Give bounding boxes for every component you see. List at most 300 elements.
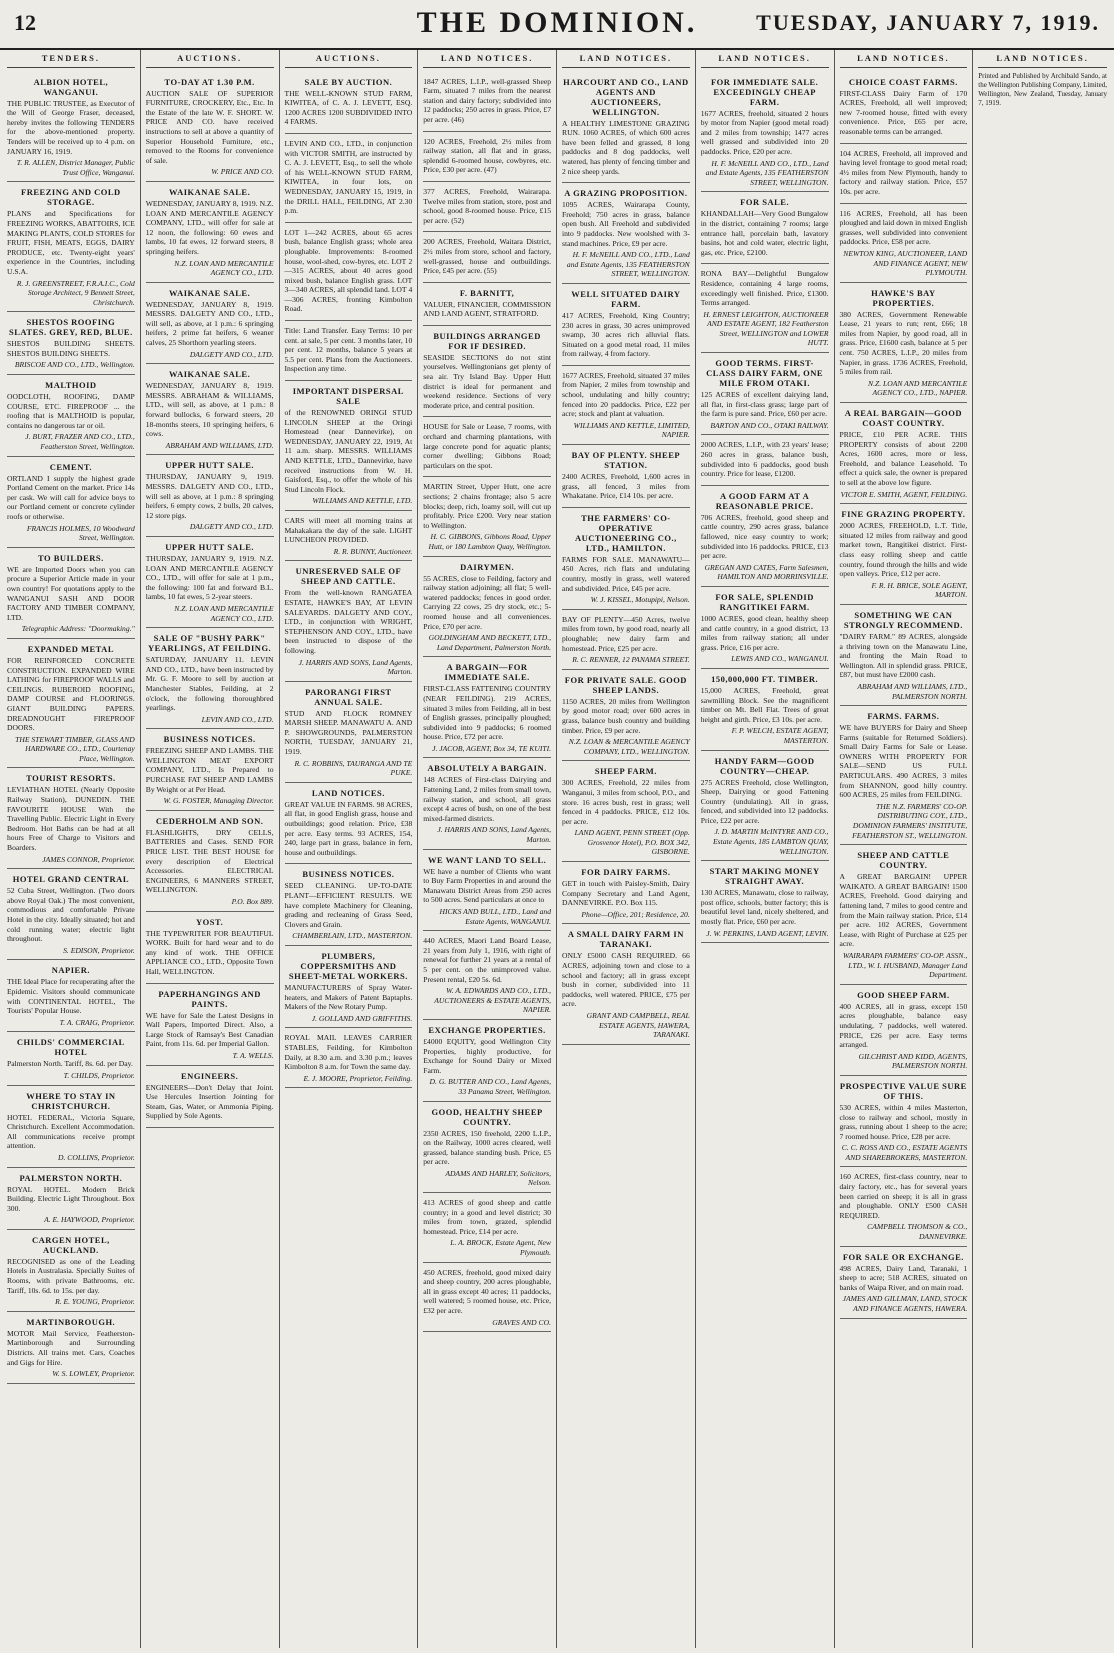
ad-body-text: 530 ACRES, within 4 miles Masterton, close to railway and school, mostly in grass, running about 1 sheep to the acre; 7 roomed house. Price, £28 per acre. <box>839 1102 968 1141</box>
ad-signature: D. COLLINS, Proprietor. <box>58 1152 135 1162</box>
ad-signature: Phone—Office, 201; Residence, 20. <box>581 909 690 919</box>
ad-heading: HAWKE'S BAY PROPERTIES. <box>871 287 936 308</box>
advertisement <box>840 1076 968 1168</box>
ad-signature: P.O. Box 889. <box>231 897 274 906</box>
ad-signature: H. C. GIBBONS, Gibbons Road, Upper Hutt, or 180 Lambton Quay, Wellington. <box>428 532 551 551</box>
ad-signature: E. J. MOORE, Proprietor, Feilding. <box>303 1073 413 1083</box>
advertisement <box>423 1263 551 1333</box>
ad-body-text: 417 ACRES, Freehold, King Country; 230 acres in grass, 30 acres unimproved swamp, 30 acres rich alluvial flats. Situated on a good metal road, 11 miles from railway, 4 from factory. <box>562 310 690 359</box>
ad-body-text: WEDNESDAY, JANUARY 8, 1919. MESSRS. DALGETY AND CO., LTD., will sell, as above, at 1 p.m.: 6 springing heifers, 2 prime fat heifers, 6 weaner calves, 25 Shorthorn yearling steers. <box>145 299 274 348</box>
advertisement <box>7 182 135 312</box>
advertisement <box>423 477 551 556</box>
ad-body-text: 450 ACRES, freehold, good mixed dairy and sheep country, 200 acres ploughable, all in grass except 40 acres; 11 paddocks, well watered; 5 roomed house, etc. Price, £32 per acre. <box>423 1267 551 1315</box>
ad-signature: R. R. BUNNY, Auctioneer. <box>333 546 413 556</box>
advertisement <box>423 283 551 326</box>
advertisement <box>701 264 829 353</box>
ad-signature: WILLIAMS AND KETTLE, LTD. <box>312 496 413 506</box>
ad-signature: H. F. McNEILL AND CO., LTD., Land and Estate Agents, 135 FEATHERSTON STREET, WELLINGTON. <box>566 250 690 279</box>
ad-heading: GOOD TERMS. FIRST-CLASS DAIRY FARM, ONE MILE FROM OTAKI. <box>706 358 824 389</box>
ad-body-text: 300 ACRES, Freehold, 22 miles from Wanganui, 3 miles from school, P.O., and store. 16 acres bush, rest in grass; well fenced in 4 paddocks. PRICE, £12 10s. per acre. <box>562 778 690 826</box>
ad-heading: CARGEN HOTEL, AUCKLAND. <box>31 1234 110 1255</box>
advertisement <box>285 1028 413 1088</box>
advertisement <box>840 204 968 283</box>
ad-body-text: 706 ACRES, freehold, good sheep and cattle country, 290 acres grass, balance fallowed, nice easy country to work; subdivided into 16 paddocks. PRICE, £13 per acre. <box>700 512 829 561</box>
advertisement <box>840 504 968 605</box>
advertisement <box>840 1247 968 1319</box>
ad-body-text: WEDNESDAY, JANUARY 8, 1919. N.Z. LOAN AND MERCANTILE AGENCY COMPANY, LTD., will offer for sale at 12 noon, the following: 60 ewes and lambs, 10 fat ewes, 12 forward steers, 8 springing heifers. <box>145 198 274 256</box>
ad-heading: BUSINESS NOTICES. <box>163 734 256 745</box>
ad-signature: ABRAHAM AND WILLIAMS, LTD., PALMERSTON NORTH. <box>857 681 968 701</box>
ad-signature: J. BURT, FRAZER AND CO., LTD., Featherston Street, Wellington. <box>25 432 135 452</box>
ad-signature: THE N.Z. FARMERS' CO-OP. DISTRIBUTING COY., LTD., DOMINION FARMERS' INSTITUTE, FEATHERSTON ST., WELLINGTON. <box>852 801 968 840</box>
advertisement <box>285 783 413 865</box>
ad-signature: C. C. ROSS AND CO., ESTATE AGENTS AND SHAREBROKERS, MASTERTON. <box>841 1143 968 1162</box>
advertisement <box>423 557 551 658</box>
ad-heading: A GOOD FARM AT A REASONABLE PRICE. <box>715 490 814 511</box>
ad-body-text: 15,000 ACRES, Freehold, great sawmilling Block. See the magnificent timber on Mt. Bell Flat. Trees of great height and girth. Price, £3 10s. per acre. <box>700 685 829 724</box>
advertisement <box>423 850 551 932</box>
columns-container <box>2 50 1112 1648</box>
advertisement <box>7 960 135 1032</box>
advertisement <box>423 232 551 282</box>
ad-heading: FOR IMMEDIATE SALE. EXCEEDINGLY CHEAP FARM. <box>710 76 819 107</box>
ad-body-text: GREAT VALUE IN FARMS. 98 ACRES, all flat, in good English grass, house and outbuildings; good relation. Price, £38 per acre. Easy terms. 93 ACRES, 154, 240, large part in grass, balance in fern, house and outbuildings. <box>284 799 413 857</box>
ad-heading: PLUMBERS, COPPERSMITHS AND SHEET-METAL WORKERS. <box>288 950 408 981</box>
ad-body-text: SEED CLEANING. UP-TO-DATE PLANT—EFFICIENT RESULTS. WE have complete Machinery for Cleaning, grading and recleaning of Grass Seed, Clovers and Grain. <box>284 881 413 929</box>
advertisement <box>7 869 135 960</box>
ad-heading: SHESTOS ROOFING SLATES. GREY, RED, BLUE. <box>9 317 133 338</box>
ad-signature: GRAVES AND CO. <box>492 1317 551 1327</box>
advertisement <box>7 1168 135 1230</box>
ad-heading: F. BARNITT, <box>459 287 515 298</box>
advertisement <box>146 912 274 984</box>
advertisement <box>285 134 413 223</box>
ad-signature: HICKS AND BULL, LTD., Land and Estate Agents, WANGANUI. <box>439 907 551 926</box>
ad-heading: WAIKANAE SALE. <box>169 369 251 380</box>
column-heading: LAND NOTICES. <box>701 50 829 68</box>
advertisement <box>701 192 829 264</box>
advertisement <box>701 669 829 751</box>
ad-signature: T. A. CRAIG, Proprietor. <box>59 1017 135 1027</box>
ad-signature: GREGAN AND CATES, Farm Salesmen, HAMILTON AND MORRINSVILLE. <box>704 562 829 582</box>
ad-body-text: 1677 ACRES, freehold, situated 2 hours by motor from Napier (good metal road) and 2 miles from township; 1477 acres well grassed and subdivided into 20 paddocks. Price, £20 per acre. <box>700 108 829 156</box>
ad-body-text: A GREAT BARGAIN! UPPER WAIKATO. A GREAT BARGAIN! 1500 ACRES, Freehold. Good dairying and fattening land, 7 miles to good centre and from the Main railway station. Price, £14 per acre. 102 ACRES, Government Lease, with Right of Purchase at £25 per acre. <box>839 872 968 949</box>
ad-heading: 150,000,000 FT. TIMBER. <box>711 673 819 684</box>
advertisement <box>701 861 829 943</box>
ad-signature: T. R. ALLEN, District Manager, Public Trust Office, Wanganui. <box>16 158 135 177</box>
advertisement <box>701 751 829 862</box>
column-8 <box>973 50 1112 1648</box>
column-5 <box>557 50 696 1648</box>
advertisement <box>840 605 968 706</box>
advertisement <box>423 657 551 758</box>
advertisement <box>840 985 968 1076</box>
ad-heading: FOR DAIRY FARMS. <box>581 867 671 878</box>
ad-signature: W. PRICE AND CO. <box>211 167 274 177</box>
ad-signature: J. GOLLAND AND GRIFFITHS. <box>311 1013 413 1023</box>
advertisement <box>285 381 413 511</box>
ad-body-text: MARTIN Street, Upper Hutt, one acre sections; 2 chains frontage; also 5 acre blocks; deep, rich, loamy soil, will cut up profitably. Price £200. Very near station to Wellington. <box>423 482 551 530</box>
ad-signature: ABRAHAM AND WILLIAMS, LTD. <box>165 440 274 450</box>
ad-heading: FINE GRAZING PROPERTY. <box>841 509 966 520</box>
ad-signature: JAMES AND GILLMAN, LAND, STOCK AND FINANCE AGENTS, HAWERA. <box>842 1294 968 1313</box>
ad-body-text: WE have BUYERS for Dairy and Sheep Farms (suitable for Returned Soldiers). Small Dairy Farms for Sale or Lease. OWNERS WITH PROPERTY FOR SALE—SEND US FULL PARTICULARS. 490 ACRES, 3 miles from SHANNON, good hilly country. 600 ACRES, 25 miles from FEILDING. <box>839 723 968 800</box>
advertisement <box>146 72 274 182</box>
ad-body-text: OODCLOTH, ROOFING, DAMP COURSE, ETC. FIREPROOF ... the roofing that is MALTHOID is popular, contains no dangerous tar or oil. <box>7 392 135 430</box>
ad-body-text: WE are Imported Doors when you can procure a Superior Article made in your own country! For quotations apply to the WANGANUI SASH AND DOOR FACTORY AND TIMBER COMPANY, LTD. <box>7 564 135 622</box>
advertisement <box>701 72 829 193</box>
advertisement <box>562 284 690 366</box>
ad-signature: W. J. KISSEL, Motupipi, Nelson. <box>590 595 690 605</box>
column-heading: AUCTIONS. <box>146 50 274 68</box>
ad-body-text: HOUSE for Sale or Lease, 7 rooms, with orchard and charming plantations, with large concrete pond for aquatic plants; corner dwelling; Gibbons Road; particulars on the spot. <box>423 422 551 470</box>
ad-body-text: KHANDALLAH—Very Good Bungalow in the district, containing 7 rooms; large entrance hall, porcelain bath, lavatory basins, hot and cold water, electric light, gas, etc. Price, £2100. <box>700 209 829 257</box>
ad-body-text: 2350 ACRES, 150 freehold, 2200 L.I.P., on the Railway, 1000 acres cleared, well grassed, balance standing bush. Price, £5 per acre. <box>423 1128 551 1167</box>
ad-body-text: 55 ACRES, close to Feilding, factory and railway station adjoining; all flat; 5 well-watered paddocks; fences in good order. Carrying 22 cows, 25 dry stock, etc.; 5-roomed house and all conveniences. Price, £70 per acre. <box>423 573 551 631</box>
ad-body-text: 440 ACRES, Maori Land Board Lease, 21 years from July 1, 1916, with right of renewal for further 21 years at a rental of 5 per cent. on the unimproved value. Present rental, £20 5s. 6d. <box>423 936 551 984</box>
ad-body-text: THE TYPEWRITER FOR BEAUTIFUL WORK. Built for hard wear and to do any kind of work. THE OFFICE APPLIANCE CO., LTD., Opposite Town Hall, WELLINGTON. <box>145 928 274 976</box>
ad-body-text: WE have a number of Clients who want to Buy Farm Properties in and around the Manawatu District Areas from 250 acres to 500 acres. Send particulars at once to <box>423 866 551 905</box>
advertisement <box>285 72 413 134</box>
advertisement <box>562 862 690 924</box>
column-6 <box>696 50 835 1648</box>
column-heading: TENDERS. <box>7 50 135 68</box>
ad-body-text: 1150 ACRES, 20 miles from Wellington by good motor road; over 600 acres in grass, balance bush country and building timber. Price, £9 per acre. <box>562 696 690 735</box>
ad-heading: FOR SALE. <box>740 197 790 208</box>
ad-signature: THE STEWART TIMBER, GLASS AND HARDWARE CO., LTD., Courtenay Place, Wellington. <box>15 734 135 763</box>
ad-heading: A GRAZING PROPOSITION. <box>564 188 688 199</box>
ad-heading: SOMETHING WE CAN STRONGLY RECOMMEND. <box>843 609 963 630</box>
ad-signature: N.Z. LOAN AND MERCANTILE AGENCY CO., LTD. <box>174 603 274 623</box>
ad-body-text: 377 ACRES, Freehold, Wairarapa. Twelve miles from station, store, post and school, good 8-roomed house. Price, £15 per acre. (52) <box>423 186 551 225</box>
ad-body-text: 2000 ACRES, FREEHOLD, L.T. Title, situated 12 miles from railway and good market town, Rangitikei district. First-class easy rolling sheep and cattle country, found through the hills and wide open valleys. Price, £12 per acre. <box>839 521 968 579</box>
ad-body-text: WE have for Sale the Latest Designs in Wall Papers, Imported Direct. Also, a Large Stock of Ramsay's Best Canadian Paint, from 11s. 6d. per Imperial Gallon. <box>145 1010 274 1049</box>
ad-body-text: THE WELL-KNOWN STUD FARM, KIWITEA, of C. A. J. LEVETT, ESQ. 1200 ACRES 1200 SUBDIVIDED INTO 4 FARMS. <box>284 88 413 127</box>
ad-signature: GILCHRIST AND KIDD, AGENTS, PALMERSTON NORTH. <box>858 1051 968 1071</box>
advertisement <box>701 435 829 485</box>
imprint-line: Printed and Published by Archibald Sando, at the Wellington Publishing Company, Limited, Wellington, New Zealand, Tuesday, January 7, 1919. <box>978 71 1107 107</box>
ad-heading: WELL SITUATED DAIRY FARM. <box>571 288 681 309</box>
ad-heading: TO BUILDERS. <box>37 552 104 563</box>
ad-heading: THE FARMERS' CO-OPERATIVE AUCTIONEERING CO., LTD., HAMILTON. <box>574 512 677 553</box>
ad-body-text: 1095 ACRES, Wairarapa County, Freehold; 750 acres in grass, balance open bush. All Freehold and subdivided into 9 paddocks. New woolshed with 3-stand machines. Price, £9 per acre. <box>562 200 690 248</box>
ad-body-text: VALUER, FINANCIER, COMMISSION AND LAND AGENT, STRATFORD. <box>423 299 551 319</box>
ad-body-text: MOTOR Mail Service, Featherston-Martinborough and Surrounding Districts. All trains met. Cars, Coaches and Gigs for Hire. <box>7 1328 135 1367</box>
ad-body-text: THE Ideal Place for recuperating after the Epidemic. Visitors should communicate with CONTINENTAL HOTEL, The Tourists' Popular House. <box>7 977 135 1016</box>
ad-body-text: PRICE, £10 PER ACRE. THIS PROPERTY consists of about 2200 Acres, 1600 acres, more or less, Freehold, and balance Leasehold. To effect a quick sale, the owner is prepared to sell at the above low figure. <box>839 430 968 487</box>
ad-signature: BARTON AND CO., OTAKI RAILWAY. <box>710 420 829 430</box>
ad-signature: DALGETY AND CO., LTD. <box>189 349 274 359</box>
ad-body-text: MANUFACTURERS of Spray Water-heaters, and Makers of Patent Baptaphs. Makers of the New Rotary Pump. <box>284 982 413 1012</box>
advertisement <box>840 1167 968 1246</box>
advertisement <box>423 758 551 849</box>
advertisement <box>285 223 413 321</box>
column-heading: LAND NOTICES. <box>423 50 551 68</box>
ad-signature: F. R. H. BRICE, SOLE AGENT, MARTON. <box>871 580 968 600</box>
newspaper-title: THE DOMINION. <box>416 6 698 39</box>
column-2 <box>141 50 280 1648</box>
ad-heading: CEMENT. <box>49 461 93 472</box>
column-heading: LAND NOTICES. <box>562 50 690 68</box>
ad-signature: R. E. YOUNG, Proprietor. <box>55 1297 135 1307</box>
ad-heading: LAND NOTICES. <box>311 787 385 798</box>
column-heading: LAND NOTICES. <box>978 50 1107 68</box>
ad-signature: A. E. HAYWOOD, Proprietor. <box>44 1215 135 1225</box>
ad-body-text: FLASHLIGHTS, DRY CELLS, BATTERIES and Cases. SEND FOR PRICE LIST. THE BEST HOUSE for every description of Electrical Accessories. ELECTRICAL ENGINEERS, 6 MANNERS STREET, WELLINGTON. <box>145 827 274 895</box>
ad-body-text: FOR REINFORCED CONCRETE CONSTRUCTION. EXPANDED WIRE LATHING for FIREPROOF WALLS and CEILINGS. RUBEROID ROOFING, DAMP COURSE and FLOORINGS. GIANT BUILDING PAPERS. DREADNOUGHT FIREPROOF DOORS. <box>7 655 135 733</box>
ad-body-text: FREEZING SHEEP AND LAMBS. THE WELLINGTON MEAT EXPORT COMPANY, LTD., Is Prepared to PURCHASE FAT SHEEP AND LAMBS By Weight or at Per Head. <box>145 746 274 794</box>
advertisement <box>562 924 690 1044</box>
ad-heading: PARORANGI FIRST ANNUAL SALE. <box>305 686 392 707</box>
ad-body-text: 498 ACRES, Dairy Land, Taranaki, 1 sheep to acre; 518 ACRES, situated on banks of Waipa River, and on main road. <box>839 1263 968 1292</box>
advertisement <box>285 864 413 946</box>
ad-body-text: THURSDAY, JANUARY 9, 1919. MESSRS. DALGETY AND CO., LTD., will sell as above, at 1 p.m.: 8 springing heifers, 6 empty cows, 2 bulls, 20 calves, 12 store pigs. <box>145 472 274 520</box>
advertisement <box>7 639 135 769</box>
advertisement <box>840 72 968 144</box>
advertisement <box>423 72 551 132</box>
ad-body-text: 380 ACRES, Government Renewable Lease, 21 years to run; rent, £66; 18 miles from Napier, by good road, all in grass. Price, £1600 cash, balance at 5 per cent. 750 ACRES, L.I.P., 20 miles from Napier, in grass. 1736 ACRES, Freehold, 5 miles from rail. <box>839 309 968 377</box>
ad-signature: F. P. WELCH, ESTATE AGENT, MASTERTON. <box>731 726 829 745</box>
ad-heading: SALE BY AUCTION. <box>304 76 393 87</box>
ad-heading: BUSINESS NOTICES. <box>302 869 395 880</box>
masthead <box>0 0 1114 50</box>
ad-heading: ALBION HOTEL, WANGANUI. <box>33 76 109 97</box>
advertisement <box>562 183 690 284</box>
ad-body-text: 413 ACRES of good sheep and cattle country; in a good and level district; 30 miles from town, grazed, splendid homestead. Price, £14 per acre. <box>423 1198 551 1236</box>
ad-body-text: FIRST-CLASS Dairy Farm of 170 ACRES, Freehold, all well improved; new 7-roomed house, fitted with every convenience. Price, £65 per acre, reasonable terms can be arranged. <box>839 88 968 136</box>
advertisement <box>146 537 274 628</box>
ad-signature: R. C. ROBBINS, TAURANGA AND TE PUKE. <box>294 758 413 778</box>
ad-heading: PROSPECTIVE VALUE SURE OF THIS. <box>839 1080 967 1101</box>
ad-signature: J. HARRIS AND SONS, Land Agents, Marton. <box>298 657 413 677</box>
ad-heading: WHERE TO STAY IN CHRISTCHURCH. <box>26 1090 116 1111</box>
ad-signature: BRISCOE AND CO., LTD., Wellington. <box>14 360 135 370</box>
advertisement <box>7 548 135 639</box>
ad-body-text: 52 Cuba Street, Wellington. (Two doors above Royal Oak.) The most convenient, commodious and comfortable Private Hotel in the city. Ideally situated; hot and cold running water; electric light throughout. <box>7 886 135 944</box>
ad-heading: FARMS. FARMS. <box>867 711 940 722</box>
ad-heading: START MAKING MONEY STRAIGHT AWAY. <box>709 866 820 887</box>
advertisement <box>562 72 690 184</box>
advertisement <box>146 811 274 912</box>
ad-heading: SHEEP AND CATTLE COUNTRY. <box>857 850 950 871</box>
ad-heading: WE WANT LAND TO SELL. <box>427 854 547 865</box>
ad-body-text: THE PUBLIC TRUSTEE, as Executor of the Will of George Fraser, deceased, hereby invites the following TENDERS for the above-mentioned property. Tenders will be received up to 4 p.m. on JANUARY 16, 1919. <box>7 98 135 156</box>
ad-signature: WAIRARAPA FARMERS' CO-OP. ASSN., LTD., W. I. HUSBAND, Manager Land Department. <box>842 950 968 980</box>
advertisement <box>285 946 413 1028</box>
ad-body-text: LEVIATHAN HOTEL (Nearly Opposite Railway Station), DUNEDIN. THE FAVOURITE HOUSE With the Travelling Public. Electric Light in Every Bedroom. Hot Baths can be had at all hours Free of Charge to Visitors and Boarders. <box>7 785 135 853</box>
advertisement <box>562 445 690 508</box>
advertisement <box>840 283 968 403</box>
ad-signature: T. A. WELLS. <box>232 1050 274 1060</box>
ad-heading: DAIRYMEN. <box>460 561 515 572</box>
ad-heading: UPPER HUTT SALE. <box>165 460 255 471</box>
ad-body-text: CARS will meet all morning trains at Mahakakara the day of the sale. LIGHT LUNCHEON PROVIDED. <box>284 515 413 545</box>
advertisement <box>285 511 413 561</box>
ad-body-text: RONA BAY—Delightful Bungalow Residence, containing 4 large rooms, exceedingly well finished. Price, £1300. Terms arranged. <box>700 269 829 308</box>
ad-heading: WAIKANAE SALE. <box>169 186 251 197</box>
advertisement <box>7 1032 135 1085</box>
ad-body-text: SHESTOS BUILDING SHEETS. SHESTOS BUILDING SHEETS. <box>7 339 135 358</box>
ad-heading: HOTEL GRAND CENTRAL <box>12 874 129 885</box>
ad-heading: UPPER HUTT SALE. <box>165 541 255 552</box>
ad-heading: CHOICE COAST FARMS. <box>848 76 958 87</box>
ad-body-text: of the RENOWNED ORINGI STUD LINCOLN SHEEP at the Oringi Homestead (near Dannevirke), on WEDNESDAY, JANUARY 22, 1919, At 11 a.m. sharp. MESSRS. WILLIAMS AND KETTLE, LTD., Dannevirke, have received instructions from W. H. Gaisford, Esq., to offer the whole of his Stud Lincoln Flock. <box>284 408 413 494</box>
ad-signature: W. S. LOWLEY, Proprietor. <box>52 1369 135 1379</box>
ad-signature: WILLIAMS AND KETTLE, LIMITED, NAPIER. <box>573 420 690 440</box>
ad-signature: W. G. FOSTER, Managing Director. <box>163 796 274 806</box>
advertisement <box>701 353 829 435</box>
ad-body-text: 125 ACRES of excellent dairying land, all flat, in first-class grass; large part of the farm is pure sand. Price, £60 per acre. <box>700 390 829 419</box>
advertisement <box>7 1086 135 1168</box>
ad-signature: LAND AGENT, PENN STREET (Opp. Grosvenor Hotel), P.O. BOX 342, GISBORNE. <box>574 828 690 857</box>
advertisement <box>7 768 135 869</box>
ad-signature: FRANCIS HOLMES, 10 Woodward Street, Wellington. <box>26 523 135 543</box>
advertisement <box>146 1066 274 1128</box>
ad-signature: JAMES CONNOR, Proprietor. <box>42 854 135 864</box>
ad-signature: NEWTON KING, AUCTIONEER, LAND AND FINANCE AGENT, NEW PLYMOUTH. <box>843 248 968 278</box>
ad-signature: R. J. GREENSTREET, F.R.A.I.C., Cold Storage Architect, 9 Bennett Street, Christchurch. <box>16 278 135 307</box>
ad-heading: A BARGAIN—FOR IMMEDIATE SALE. <box>444 662 530 683</box>
ad-heading: HANDY FARM—GOOD COUNTRY—CHEAP. <box>714 755 815 776</box>
ad-signature: T. CHILDS, Proprietor. <box>63 1070 135 1080</box>
ad-body-text: 116 ACRES, Freehold, all has been ploughed and laid down in mixed English grasses, well subdivided into convenient paddocks. Price, £58 per acre. <box>839 208 968 247</box>
ad-body-text: "DAIRY FARM." 89 ACRES, alongside a thriving town on the Manawatu Line, and fronting the Main Road to Wellington. All in splendid grass. PRICE, £87, but must have £2000 cash. <box>839 631 968 680</box>
ad-heading: PALMERSTON NORTH. <box>19 1172 123 1183</box>
advertisement <box>701 587 829 669</box>
advertisement <box>423 182 551 232</box>
advertisement <box>562 761 690 862</box>
ad-body-text: ROYAL HOTEL. Modern Brick Building. Electric Light Throughout. Box 300. <box>7 1184 135 1213</box>
ad-heading: ENGINEERS. <box>181 1070 239 1081</box>
advertisement <box>423 931 551 1020</box>
ad-signature: R. C. RENNER, 12 PANAMA STREET. <box>572 655 690 665</box>
ad-heading: FOR SALE, SPLENDID RANGITIKEI FARM. <box>715 591 814 612</box>
ad-heading: CEDERHOLM AND SON. <box>155 815 264 826</box>
advertisement <box>562 508 690 610</box>
ad-body-text: HOTEL FEDERAL, Victoria Square, Christchurch. Excellent Accommodation. All communications receive prompt attention. <box>7 1112 135 1151</box>
advertisement <box>7 375 135 457</box>
advertisement <box>701 486 829 587</box>
ad-signature: VICTOR E. SMITH, AGENT, FEILDING. <box>840 489 968 499</box>
advertisement <box>840 403 968 504</box>
ad-body-text: A HEALTHY LIMESTONE GRAZING RUN. 1060 ACRES, of which 600 acres have been felled and grassed, 8 long paddocks and 8 dog paddocks, well watered, has plenty of fencing timber and 2 nice sheep yards. <box>562 118 690 176</box>
ad-heading: WAIKANAE SALE. <box>169 287 251 298</box>
ad-heading: TOURIST RESORTS. <box>26 773 116 784</box>
ad-body-text: £4000 EQUITY, good Wellington City Properties, highly productive, for Exchange for Sound Dairy or Mixed Farm. <box>423 1036 551 1075</box>
ad-signature: GOLDINGHAM AND BECKETT, LTD., Land Department, Palmerston North. <box>428 633 551 652</box>
ad-body-text: 2000 ACRES, L.I.P., with 23 years' lease; 260 acres in grass, balance bush, subdivided into 6 paddocks, good bush country. Price for lease, £1200. <box>700 440 829 479</box>
ad-heading: IMPORTANT DISPERSAL SALE <box>292 386 404 407</box>
ad-signature: J. D. MARTIN McINTYRE AND CO., Estate Agents, 185 LAMBTON QUAY, WELLINGTON. <box>713 827 829 856</box>
ad-body-text: GET in touch with Paisley-Smith, Dairy Company Secretary and Land Agent, DANNEVIRKE. P.O. Box 115. <box>562 879 690 908</box>
ad-body-text: Title: Land Transfer. Easy Terms: 10 per cent. at sale, 5 per cent. 3 months later, 10 per cent. 12 months, balance 5 years at 5.5 per cent. Plans from the Auctioneers. Inspection any time. <box>284 326 413 374</box>
ad-body-text: 1677 ACRES, Freehold, situated 37 miles from Napier, 2 miles from township and school, undulating and hilly country; fenced into 20 paddocks. Price, £22 per acre; stock and plant at valuation. <box>562 370 690 419</box>
advertisement <box>840 845 968 985</box>
advertisement <box>7 457 135 548</box>
column-heading: LAND NOTICES. <box>840 50 968 68</box>
ad-heading: A REAL BARGAIN—GOOD COAST COUNTRY. <box>844 408 962 429</box>
ad-body-text: RECOGNISED as one of the Leading Hotels in Australasia. Specially Suites of Rooms, with private Bathrooms, etc. Tariff, 10s. 6d. to 15s. per day. <box>7 1256 135 1295</box>
ad-heading: EXPANDED METAL <box>27 643 114 654</box>
advertisement <box>7 312 135 375</box>
ad-body-text: ORTLAND I supply the highest grade Portland Cement on the market. Price 14s per cask. We will call for advice boys to our Portland cement or concrete cylinder roofs or otherwise. <box>7 473 135 521</box>
advertisement <box>146 628 274 729</box>
ad-body-text: 104 ACRES, Freehold, all improved and having level frontage to good metal road; 4½ miles from New Plymouth, handy to factory and railway station. Price, £57 10s. per acre. <box>839 148 968 196</box>
ad-body-text: LEVIN AND CO., LTD., in conjunction with VICTOR SMITH, are instructed by C. A. J. LEVETT, Esq., to sell the whole of his WELL-KNOWN STUD FARM, KIWITEA, in four lots, on WEDNESDAY, JANUARY 15, 1919, in the DRILL HALL, FEILDING, AT 2.30 p.m. <box>284 138 413 216</box>
advertisement <box>7 1312 135 1384</box>
ad-heading: FREEZING AND COLD STORAGE. <box>21 187 121 208</box>
ad-heading: HARCOURT AND CO., LAND AGENTS AND AUCTIONEERS, WELLINGTON. <box>563 76 689 117</box>
ad-body-text: THURSDAY, JANUARY 9, 1919. N.Z. LOAN AND MERCANTILE AGENCY CO., LTD., will offer for sale at 1 p.m., the following: 100 fat and forward B.L. lambs, 10 fat ewes, 5 2-year steers. <box>145 553 274 602</box>
ad-body-text: 2400 ACRES, Freehold, 1,600 acres in grass, all fenced, 3 miles from Whakatane. Price, £14 10s. per acre. <box>562 472 690 501</box>
advertisement <box>423 417 551 477</box>
column-heading: AUCTIONS. <box>285 50 413 68</box>
ad-heading: BAY OF PLENTY. SHEEP STATION. <box>571 450 681 471</box>
ad-signature: N.Z. LOAN & MERCANTILE AGENCY COMPANY, LTD., WELLINGTON. <box>568 737 690 756</box>
ad-signature: J. W. PERKINS, LAND AGENT, LEVIN. <box>706 928 829 938</box>
advertisement <box>146 364 274 455</box>
ad-heading: GOOD SHEEP FARM. <box>857 989 950 1000</box>
advertisement <box>285 682 413 783</box>
ad-body-text: FARMS FOR SALE. MANAWATU—450 Acres, rich flats and undulating country, mostly in grass, well watered and subdivided. Price, £45 per acre. <box>562 554 690 593</box>
advertisement <box>146 984 274 1066</box>
ad-signature: GRANT AND CAMPBELL, REAL ESTATE AGENTS, HAWERA, TARANAKI. <box>586 1011 690 1040</box>
ad-body-text: LOT 1—242 ACRES, about 65 acres bush, balance English grass; whole area ploughable. Improvements: 8-roomed house, wool-shed, cow-byres, etc. LOT 2—315 ACRES, about 40 acres good mixed bush, balance English grass. LOT 3—340 ACRES, all splendid land. LOT 4—306 ACRES, fronting Kimbolton Road. <box>284 227 413 314</box>
ad-heading: A SMALL DAIRY FARM IN TARANAKI. <box>567 929 684 950</box>
ad-signature: CAMPBELL THOMSON & CO., DANNEVIRKE. <box>867 1222 968 1242</box>
ad-body-text: 160 ACRES, first-class country, near to dairy factory, etc., has for several years been carried on sheep; it is all in grass and ploughable. ONLY £500 CASH REQUIRED. <box>839 1172 968 1220</box>
ad-heading: FOR PRIVATE SALE. GOOD SHEEP LANDS. <box>564 674 687 695</box>
ad-signature: H. ERNEST LEIGHTON, AUCTIONEER AND ESTATE AGENT, 182 Featherston Street, WELLINGTON and LOWER HUTT. <box>703 309 829 348</box>
ad-signature: ADAMS AND HARLEY, Solicitors, Nelson. <box>445 1168 551 1188</box>
ad-signature: DALGETY AND CO., LTD. <box>189 522 274 532</box>
advertisement <box>840 706 968 845</box>
ad-signature: D. G. BUTTER AND CO., Land Agents, 33 Panama Street, Wellington. <box>429 1077 551 1096</box>
ad-body-text: 130 ACRES, Manawatu, close to railway, post office, schools, butter factory; this is beautiful level land, nicely sheltered, and mostly flat. Price, £60 per acre. <box>700 888 829 927</box>
ad-signature: N.Z. LOAN AND MERCANTILE AGENCY CO., LTD., NAPIER. <box>868 378 968 398</box>
advertisement <box>7 1230 135 1312</box>
ad-heading: FOR SALE OR EXCHANGE. <box>842 1251 964 1262</box>
ad-heading: PAPERHANGINGS AND PAINTS. <box>158 988 261 1009</box>
ad-body-text: 400 ACRES, all in grass, except 150 acres ploughable, balance easy undulating, 7 paddocks, well watered. PRICE, £26 per acre. Easy terms arranged. <box>839 1001 968 1050</box>
ad-heading: SALE OF "BUSHY PARK" YEARLINGS, AT FEILDING. <box>148 633 272 654</box>
ad-body-text: 200 ACRES, Freehold, Waitara District, 2½ miles from store, school and factory, well-grassed, house and outbuildings. Price, £45 per acre. (55) <box>423 237 551 276</box>
advertisement <box>146 283 274 365</box>
advertisement <box>285 561 413 681</box>
ad-body-text: BAY OF PLENTY—450 Acres, twelve miles from town, by good road, nearly all ploughable; new dairy farm and homestead. Price, £25 per acre. <box>562 614 690 653</box>
advertisement <box>840 144 968 204</box>
ad-heading: YOST. <box>196 916 224 927</box>
advertisement <box>423 1193 551 1263</box>
ad-heading: MARTINBOROUGH. <box>26 1316 116 1327</box>
ad-body-text: Palmerston North. Tariff, 8s. 6d. per Day. <box>7 1059 133 1069</box>
ad-body-text: ROYAL MAIL LEAVES CARRIER STABLES, Feilding, for Kimbolton Daily, at 8.30 a.m. and 3.30 p.m.; leaves Kimbolton 8 a.m. for Town the same day. <box>284 1033 413 1072</box>
ad-heading: CHILDS' COMMERCIAL HOTEL <box>16 1037 125 1058</box>
ad-body-text: 1000 ACRES, good clean, healthy sheep and cattle country, in a good district, 13 miles from railway station; all under grass. Price, £16 per acre. <box>700 613 829 652</box>
ad-signature: N.Z. LOAN AND MERCANTILE AGENCY CO., LTD. <box>174 258 274 278</box>
ad-heading: ABSOLUTELY A BARGAIN. <box>427 763 547 774</box>
ad-signature: L. A. BROCK, Estate Agent, New Plymouth. <box>450 1238 551 1258</box>
column-7 <box>835 50 974 1648</box>
ad-body-text: 120 ACRES, Freehold, 2½ miles from railway station, all flat and in grass, splendid 6-roomed house, cowbyres, etc. Price, £30 per acre. (47) <box>423 136 551 175</box>
ad-body-text: SATURDAY, JANUARY 11. LEVIN AND CO., LTD., have been instructed by Mr. G. F. Moore to sell by auction at Manchester Stables, Feilding, at 2 o'clock, the following thoroughbred yearlings. <box>145 655 274 713</box>
ad-heading: SHEEP FARM. <box>594 766 657 777</box>
ad-body-text: 148 ACRES of First-class Dairying and Fattening Land, 2 miles from small town, railway station, and school, all grass except 4 acres of bush, on one of the best mixed-farmed districts. <box>423 775 551 823</box>
advertisement <box>285 321 413 381</box>
ad-signature: J. HARRIS AND SONS, Land Agents, Marton. <box>437 825 551 845</box>
ad-body-text: PLANS and Specifications for FREEZING WORKS, ABATTOIRS, ICE MAKING PLANTS, COLD STORES for FRUIT, FISH, MEATS, EGGS, DAIRY PRODUCE, etc. Twenty-eight years' experience in the Countries, including U.S.A. <box>7 209 135 276</box>
ad-signature: Telegraphic Address: "Doormaking." <box>21 624 135 634</box>
